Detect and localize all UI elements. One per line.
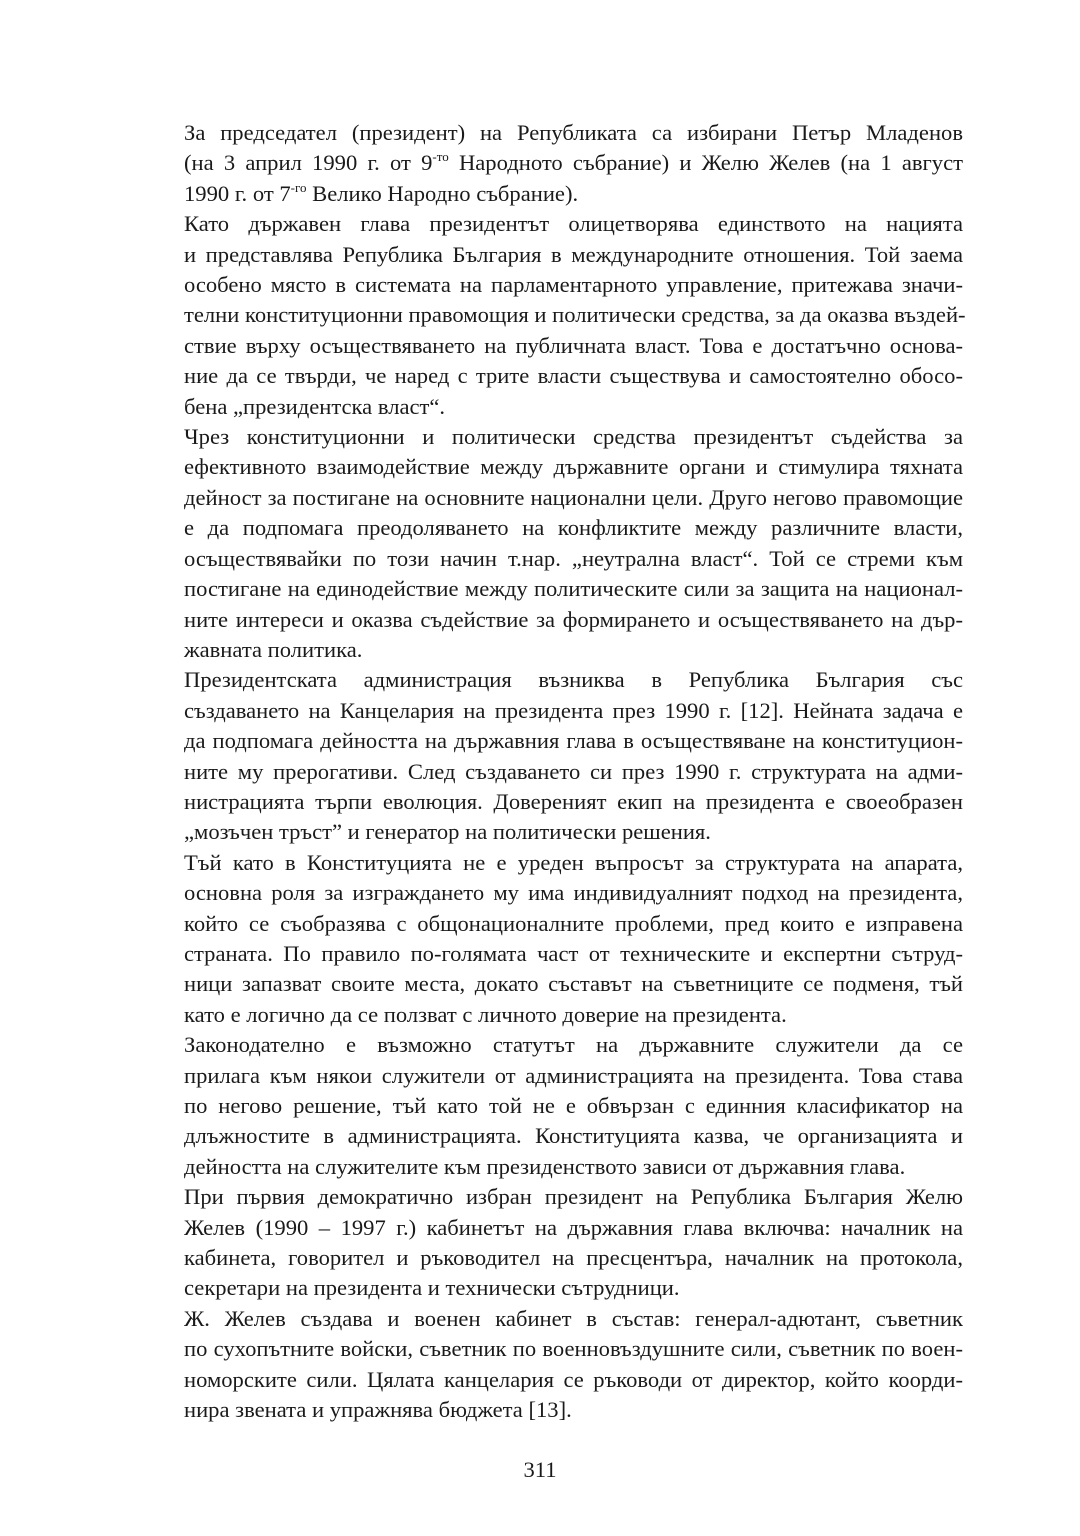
text-line: дейността на служителите към президенството зависи от държавния глава. <box>184 1153 906 1179</box>
text-line: постигане на единодействие между политическите сили за защита на национал- <box>184 576 963 602</box>
text-line: по негово решение, тъй като той не е обвързан с единния класификатор на <box>184 1093 963 1118</box>
paragraph-2 <box>117 209 966 422</box>
text-line: За председател (президент) на Републиката са избирани Петър Младенов <box>184 120 963 145</box>
text-line: ефективното взаимодействие между държавните органи и стимулира тяхната <box>184 454 963 480</box>
text-line: „мозъчен тръст” и генератор на политически решения. <box>184 819 711 845</box>
text-line: Чрез конституционни и политически средства президентът съдейства за <box>184 424 963 450</box>
text-line: дейност за постигане на основните национални цели. Друго негово правомощие <box>184 484 963 510</box>
text-line: Тъй като в Конституцията не е уреден въпросът за структурата на апарата, <box>184 849 963 875</box>
text-line: страната. По правило по-голямата част от техническите и експертни сътруд- <box>184 940 963 966</box>
paragraph-4 <box>117 665 963 847</box>
text-line: номорските сили. Цялата канцелария се ръководи от директор, който коорди- <box>184 1366 963 1392</box>
text-line: Законодателно е възможно статутът на държавните служители да се <box>184 1032 963 1058</box>
text-line: Президентската администрация възниква в Република България със <box>184 667 963 693</box>
page-number: 311 <box>523 1457 557 1482</box>
text-line: основна роля за изграждането му има индивидуалният подход на президента, <box>184 880 963 906</box>
text-line: (на 3 април 1990 г. от $9^{-то}$ Народното събрание) и Желю Желев (на 1 август <box>184 149 963 176</box>
text-line: по сухопътните войски, съветник по военновъздушните сили, съветник по воен- <box>184 1336 963 1362</box>
paragraph-3 <box>117 422 963 665</box>
paragraph-6 <box>117 1030 963 1182</box>
text-line: кабинета, говорител и ръководител на пресцентъра, началник на протокола, <box>184 1245 963 1271</box>
paragraph-1 <box>117 118 963 209</box>
text-line: ние да се твърди, че наред с трите власти съществува и самостоятелно обосо- <box>184 363 963 389</box>
ordinal-suffix: -го <box>290 179 307 195</box>
ordinal-suffix: -то <box>432 149 449 165</box>
text-line: ствие върху осъществяването на публичната власт. Това е достатъчно основа- <box>184 332 963 358</box>
text-line: Ж. Желев създава и военен кабинет в състав: генерал-адютант, съветник <box>184 1305 963 1331</box>
text-line: е да подпомага преодоляването на конфликтите между различните власти, <box>184 515 963 541</box>
text-line: и представлява Република България в международните отношения. Той заема <box>184 241 963 267</box>
text-line: осъществявайки по този начин т.нар. „неутрална власт“. Той се стреми към <box>184 545 963 571</box>
text-line: ните интереси и оказва съдействие за формирането и осъществяването на дър- <box>184 606 963 632</box>
text-line: ници запазват своите места, докато съставът на съветниците се подменя, тъй <box>184 971 963 997</box>
text-line: нира звената и упражнява бюджета [13]. <box>184 1397 572 1423</box>
document-page <box>117 118 966 1518</box>
text-line: Като държавен глава президентът олицетворява единството на нацията <box>184 211 963 237</box>
paragraph-8 <box>117 1304 963 1426</box>
text-line: прилага към някои служители от администрацията на президента. Това става <box>184 1062 963 1088</box>
text-line: бена „президентска власт“. <box>184 393 446 419</box>
text-line: особено място в системата на парламентарното управление, притежава значи- <box>184 272 963 298</box>
paragraph-5 <box>117 848 963 1030</box>
text-line: ните му прерогативи. След създаването си през 1990 г. структурата на адми- <box>184 758 963 784</box>
text-line: като е логично да се ползват с личното доверие на президента. <box>184 1001 787 1027</box>
text-line: нистрацията търпи еволюция. Довереният екип на президента е своеобразен <box>184 788 963 814</box>
text-line: който се съобразява с общонационалните проблеми, пред които е изправена <box>184 910 963 936</box>
text-line: създаването на Канцелария на президента през 1990 г. [12]. Нейната задача е <box>184 697 963 723</box>
paragraph-7 <box>117 1182 963 1304</box>
text-line: При първия демократично избран президент на Република България Желю <box>184 1184 963 1210</box>
text-line: 1990 г. от $7^{-го}$ Велико Народно събрание). <box>184 179 579 206</box>
body-text <box>117 118 966 1425</box>
text-line: телни конституционни правомощия и политически средства, за да оказва въздей- <box>184 302 966 328</box>
text-line: секретари на президента и технически сътрудници. <box>184 1275 680 1301</box>
text-line: длъжностите в администрацията. Конституцията казва, че организацията и <box>184 1123 963 1149</box>
text-line: жавната политика. <box>184 636 363 662</box>
text-line: да подпомага дейността на държавния глава в осъществяване на конституцион- <box>184 728 963 754</box>
text-line: Желев (1990 – 1997 г.) кабинетът на държавния глава включва: началник на <box>184 1214 963 1240</box>
